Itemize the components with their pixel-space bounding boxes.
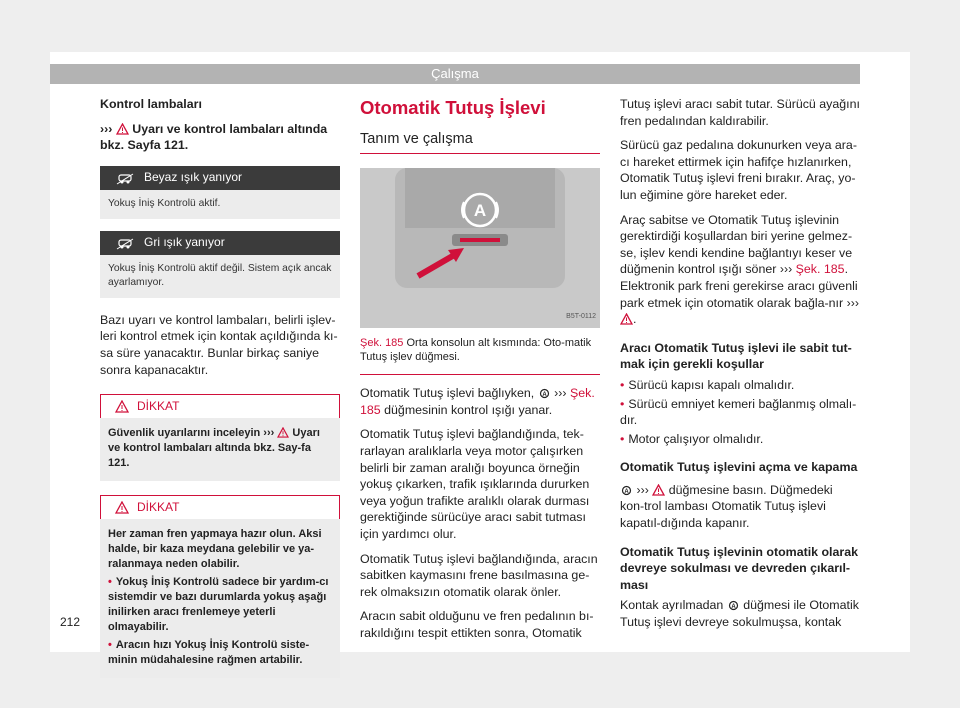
warning-header — [100, 495, 340, 519]
subsection-heading: Otomatik Tutuş işlevini açma ve kapama — [620, 460, 858, 475]
list-item: • Sürücü emniyet kemeri bağlanmış olmalı-dır. — [620, 396, 857, 428]
section-heading: Kontrol lambaları — [100, 97, 202, 111]
arrow-icon: ››› — [636, 482, 649, 497]
list-item: • Yokuş İniş Kontrolü sadece bir yardım-cı sistemdir ve bazı durumlarda yokuş aşağı inilirken aracı frenlemeye yeterli olmayabilir. — [108, 576, 329, 634]
figure-caption-text: Orta konsolun alt kısmında: Oto-matik Tutuş işlev düğmesi. — [360, 337, 592, 364]
paragraph-text: . Elektronik park freni gerekirse aracı güvenli park etmek için otomatik olarak bağla-nır — [620, 262, 858, 310]
list-item: • Motor çalışıyor olmalıdır. — [620, 431, 764, 446]
paragraph-text: düğmesine basın. Düğmedeki kon-trol lambası Otomatik Tutuş işlevi kapatıl-dığında kapanır. — [620, 482, 833, 531]
info-panel-gray — [100, 231, 340, 298]
body-paragraph — [620, 482, 860, 532]
list-item-text: Yokuş İniş Kontrolü sadece bir yardım-cı sistemdir ve bazı durumlarda yokuş aşağı inilirken aracı frenlemeye yeterli olmayabilir. — [108, 576, 329, 634]
warning-triangle-icon — [652, 484, 665, 496]
warning-body — [100, 519, 340, 678]
warning-box — [100, 394, 340, 481]
warning-triangle-icon — [115, 400, 129, 413]
warning-text: Uyarı ve kontrol lambaları altında bkz. Say-fa 121. — [108, 427, 320, 470]
list-item-text: Aracın hızı Yokuş İniş Kontrolü siste-minin müdahalesine rağmen artabilir. — [108, 639, 310, 667]
svg-text:A: A — [473, 201, 487, 221]
body-paragraph: Otomatik Tutuş işlevi bağlandığında, aracın sabitken kaymasını frene basılmasına ge-rek olmaksızın otomatik olarak önler. — [360, 551, 598, 599]
page-title: Otomatik Tutuş İşlevi — [360, 97, 546, 118]
list-item: • Sürücü kapısı kapalı olmalıdır. — [620, 377, 795, 392]
hill-descent-icon — [116, 171, 134, 185]
warning-triangle-icon — [277, 427, 289, 438]
reference-text: Uyarı ve kontrol lambaları altında bkz. Sayfa 121 — [100, 121, 328, 153]
subsection-heading: Otomatik Tutuş işlevinin otomatik olarak devreye sokulması ve devreden çıkarıl-ması — [620, 544, 858, 592]
warning-body — [100, 418, 340, 481]
info-panel-body: Yokuş İniş Kontrolü aktif değil. Sistem açık ancak ayarlamıyor. — [100, 255, 340, 298]
column-middle — [360, 96, 600, 650]
list-item-text: Motor çalışıyor olmalıdır. — [628, 431, 764, 446]
body-paragraph: Tutuş işlevi aracı sabit tutar. Sürücü ayağını fren pedalından kaldırabilir. — [620, 97, 860, 128]
warning-label: DİKKAT — [137, 500, 180, 515]
info-panel-header — [100, 166, 340, 190]
body-paragraph — [360, 385, 600, 418]
figure-reference-link[interactable]: Şek. 185 — [360, 386, 595, 417]
info-panel-body: Yokuş İniş Kontrolü aktif. — [100, 190, 340, 219]
subsection-heading: Aracı Otomatik Tutuş işlevi ile sabit tut-mak için gerekli koşullar — [620, 340, 852, 372]
info-panel-label: Beyaz ışık yanıyor — [144, 170, 243, 185]
svg-text:A: A — [731, 604, 736, 611]
list-item-text: Sürücü emniyet kemeri bağlanmış olmalı-dır. — [620, 396, 857, 428]
warning-text: Her zaman fren yapmaya hazır olun. Aksi halde, bir kaza meydana gelebilir ve ya-ralanmaya neden olabilir. — [108, 528, 322, 571]
warning-label: DİKKAT — [137, 399, 180, 414]
info-panel-header — [100, 231, 340, 255]
column-left — [100, 96, 340, 678]
reference-suffix: . — [184, 138, 189, 153]
warning-triangle-icon — [115, 501, 129, 514]
reference-note — [100, 121, 340, 154]
console-illustration — [360, 168, 600, 328]
figure-label: Şek. 185 — [360, 337, 404, 350]
figure-caption — [360, 336, 600, 375]
warning-text: Güvenlik uyarılarını inceleyin — [108, 427, 261, 440]
arrow-icon: ››› — [100, 121, 113, 136]
paragraph-text: düğmesinin kontrol ışığı yanar. — [384, 402, 553, 417]
figure-code: B5T-0112 — [566, 312, 596, 320]
page-number: 212 — [60, 615, 81, 629]
column-right — [620, 96, 860, 639]
warning-triangle-icon — [620, 313, 633, 325]
list-item: • Aracın hızı Yokuş İniş Kontrolü siste-minin müdahalesine rağmen artabilir. — [108, 639, 310, 667]
body-paragraph: Aracın sabit olduğunu ve fren pedalının bı-rakıldığını tespit ettikten sonra, Otomatik — [360, 609, 594, 640]
section-title: Çalışma — [431, 66, 479, 81]
list-item-text: Sürücü kapısı kapalı olmalıdır. — [628, 377, 795, 392]
body-paragraph — [620, 212, 860, 328]
hill-descent-icon — [116, 236, 134, 250]
info-panel-label: Gri ışık yanıyor — [144, 235, 225, 250]
svg-text:A: A — [624, 488, 629, 495]
body-paragraph: Sürücü gaz pedalına dokunurken veya ara-cı hareket ettirmek için hafifçe hızlanırken, Otomatik Tutuş işlevi freni bırakır. Araç, yo-lun eğimine göre hareket eder. — [620, 138, 857, 202]
auto-hold-button-icon — [538, 388, 551, 399]
figure-auto-hold-button — [360, 168, 600, 328]
auto-hold-button-icon — [620, 485, 633, 496]
paragraph-text: düğmesi ile Otomatik Tutuş işlevi devreye sokulmuşsa, kontak — [620, 598, 859, 630]
warning-triangle-icon — [116, 123, 129, 135]
body-paragraph — [620, 597, 860, 630]
arrow-icon: ››› — [263, 427, 275, 440]
svg-text:A: A — [542, 391, 547, 398]
arrow-icon: ››› — [846, 295, 859, 310]
body-paragraph: Bazı uyarı ve kontrol lambaları, belirli işlev-leri kontrol etmek için kontak açıldığında kı-sa süre yanacaktır. Bunlar birkaç saniye sonra kapanacaktır. — [100, 312, 338, 377]
body-paragraph: Otomatik Tutuş işlevi bağlandığında, tek-rarlayan aralıklarla veya motor çalışırken belirli bir zaman aralığı boyunca örneğin yokuş çıkarken, trafik ışıklarında dururken veya yoğun trafikte aralıklı olarak durması gerektiğinde sürücüye aracı sabit tutması için yardımcı olur. — [360, 427, 590, 541]
warning-box — [100, 495, 340, 678]
paragraph-text: Otomatik Tutuş işlevi bağlıyken, — [360, 386, 535, 401]
section-header — [50, 64, 860, 84]
auto-hold-button-icon — [727, 600, 740, 611]
paragraph-text: . — [633, 312, 637, 327]
warning-header — [100, 394, 340, 418]
section-subtitle: Tanım ve çalışma — [360, 131, 600, 155]
paragraph-text: Araç sabitse ve Otomatik Tutuş işlevinin gerektirdiği koşullardan biri yerine gelmez-se, işlev kendi kendine bağlantıyı keser ve düğmenin kontrol ışığı söner — [620, 212, 853, 277]
info-panel-white — [100, 166, 340, 219]
arrow-icon: ››› — [554, 386, 567, 401]
arrow-icon: ››› — [779, 262, 793, 277]
figure-reference-link[interactable]: Şek. 185 — [795, 262, 845, 277]
paragraph-text: Kontak ayrılmadan — [620, 598, 724, 613]
